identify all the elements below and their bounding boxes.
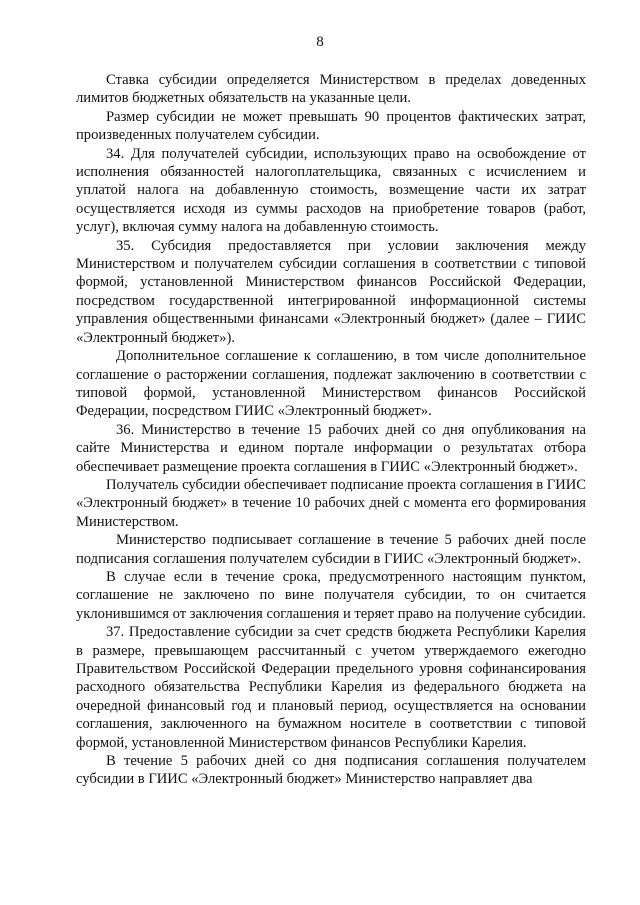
- paragraph-additional-agreement: Дополнительное соглашение к соглашению, в том числе дополнительное соглашение о расторжении соглашения, подлежат заключению в соответствии с типовой формой, установленной Министерством финансов Российской Федерации, посредством ГИИС «Электронный бюджет».: [76, 348, 586, 420]
- paragraph-ministry-signing: Министерство подписывает соглашение в течение 5 рабочих дней после подписания соглашения получателем субсидии в ГИИС «Электронный бюджет».: [76, 532, 586, 567]
- paragraph-subsidy-rate: Ставка субсидии определяется Министерством в пределах доведенных лимитов бюджетных обязательств на указанные цели.: [76, 72, 586, 107]
- paragraph-sending: В течение 5 рабочих дней со дня подписания соглашения получателем субсидии в ГИИС «Электронный бюджет» Министерство направляет два: [76, 753, 586, 788]
- paragraph-35: 35. Субсидия предоставляется при условии заключения между Министерством и получателем субсидии соглашения в соответствии с типовой формой, установленной Министерством финансов Российской Федерации, посредством государственной интегрированной информационной системы управления общественными финансами «Электронный бюджет» (далее – ГИИС «Электронный бюджет»).: [76, 237, 586, 346]
- document-body: [76, 71, 586, 789]
- paragraph-34: 34. Для получателей субсидии, использующих право на освобождение от исполнения обязанностей налогоплательщика, связанных с исчислением и уплатой налога на добавленную стоимость, возмещение части их затрат осуществляется исходя из суммы расходов на приобретение товаров (работ, услуг), включая сумму налога на добавленную стоимость.: [76, 145, 586, 236]
- paragraph-evasion: В случае если в течение срока, предусмотренного настоящим пунктом, соглашение не заключено по вине получателя субсидии, то он считается уклонившимся от заключения соглашения и теряет право на получение субсидии.: [76, 568, 586, 622]
- paragraph-recipient-signing: Получатель субсидии обеспечивает подписание проекта соглашения в ГИИС «Электронный бюджет» в течение 10 рабочих дней с момента его формирования Министерством.: [76, 476, 587, 530]
- paragraph-subsidy-size: Размер субсидии не может превышать 90 процентов фактических затрат, произведенных получателем субсидии.: [76, 108, 586, 144]
- paragraph-37: 37. Предоставление субсидии за счет средств бюджета Республики Карелия в размере, превышающем рассчитанный с учетом утверждаемого ежегодно Правительством Российской Федерации предельного уровня софинансирования расходного обязательства Республики Карелия из федерального бюджета на очередной финансовый год и плановый период, осуществляется на основании соглашения, заключенного на бумажном носителе в соответствии с типовой формой, установленной Министерством финансов Республики Карелия.: [76, 624, 586, 751]
- page-number: 8: [316, 34, 324, 50]
- paragraph-36: 36. Министерство в течение 15 рабочих дней со дня опубликования на сайте Министерства и едином портале информации о результатах отбора обеспечивает размещение проекта соглашения в ГИИС «Электронный бюджет».: [76, 421, 586, 475]
